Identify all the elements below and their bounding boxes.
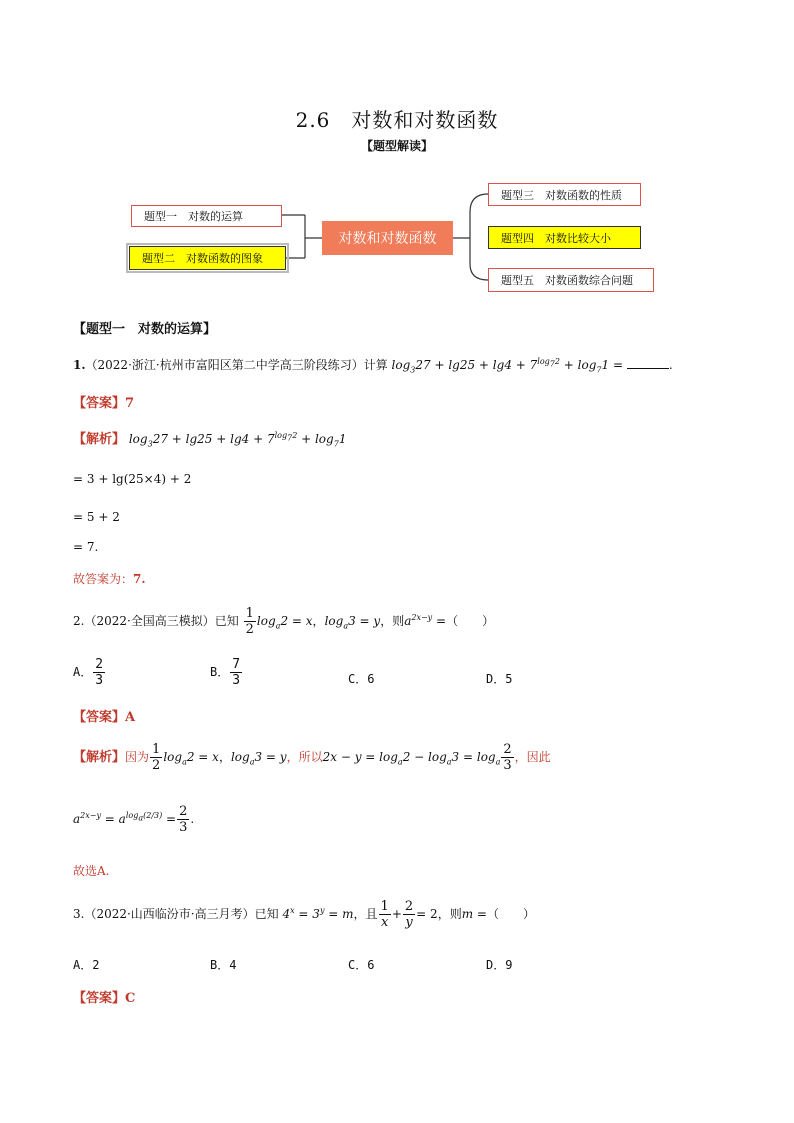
step-3: = 7.: [73, 540, 99, 554]
option-d: D．9: [486, 958, 513, 972]
option-c: C．6: [348, 672, 375, 686]
mindmap-connectors: [0, 0, 794, 320]
step-1: = 3 + lg(25×4) + 2: [73, 472, 192, 486]
section-heading: 【题型一 对数的运算】: [73, 322, 217, 337]
question-1: 1.（2022·浙江·杭州市富阳区第二中学高三阶段练习）计算 $\log_327 + \lg 25 + \lg 4 + 7^{log_72} + \log_71$ = .: [73, 357, 673, 375]
mindmap-center-node: 对数和对数函数: [322, 221, 453, 255]
option-c: C．6: [348, 958, 375, 972]
analysis-1: 【解析】 $\log_327 + \lg 25 + \lg 4 + 7^{log_72} + \log_71$: [73, 431, 347, 449]
option-a: A． $\frac{2}{3}$: [73, 657, 104, 688]
step-2: = 5 + 2: [73, 510, 120, 524]
question-2: 2.（2022·全国高三模拟）已知 $\frac{1}{2}$ $\log_a2 = x$，$\log_a3 = y$，则$a^{2x-y}$ =（ ）: [73, 606, 495, 637]
mindmap-node-type1: 题型一 对数的运算: [131, 205, 282, 227]
answer-blank: [627, 358, 669, 369]
mindmap-node-type3: 题型三 对数函数的性质: [488, 183, 641, 206]
conclusion-2: 故选A.: [73, 864, 110, 878]
answer-1: 【答案】7: [73, 396, 135, 411]
answer-3: 【答案】C: [73, 991, 136, 1006]
option-a: A．2: [73, 958, 100, 972]
option-b: B．4: [210, 958, 237, 972]
mindmap-node-type2: 题型二 对数函数的图象: [129, 246, 286, 270]
option-b: B． $\frac{7}{3}$: [210, 657, 241, 688]
question-3: 3.（2022·山西临汾市·高三月考）已知 $4^x = 3^y = m$，且 $\frac{1}{x}$ + $\frac{2}{y}$ = 2，则m =（ ）: [73, 899, 535, 930]
analysis-2: 【解析】因为 $\frac{1}{2}$ $\log_a2 = x$，$\log_a3 = y$，所以$2x - y = \log_a2 - \log_a3 = \log_a$ $\frac{2}{3}$ ，因此: [73, 742, 551, 773]
option-d: D．5: [486, 672, 513, 686]
answer-2: 【答案】A: [73, 710, 136, 725]
page-subtitle: 【题型解读】: [360, 139, 433, 153]
mindmap-node-type5: 题型五 对数函数综合问题: [488, 268, 654, 292]
analysis-2-result: $a^{2x-y} = a^{log_a(2/3)}$ = $\frac{2}{3}$ .: [73, 804, 195, 835]
page-title: 2.6 对数和对数函数: [295, 108, 499, 132]
mindmap-node-type4: 题型四 对数比较大小: [488, 226, 641, 249]
conclusion-1: 故答案为：7.: [73, 572, 146, 586]
q1-expression: $\log_327 + \lg 25 + \lg 4 + 7^{log_72} + \log_71$ =: [391, 357, 624, 375]
